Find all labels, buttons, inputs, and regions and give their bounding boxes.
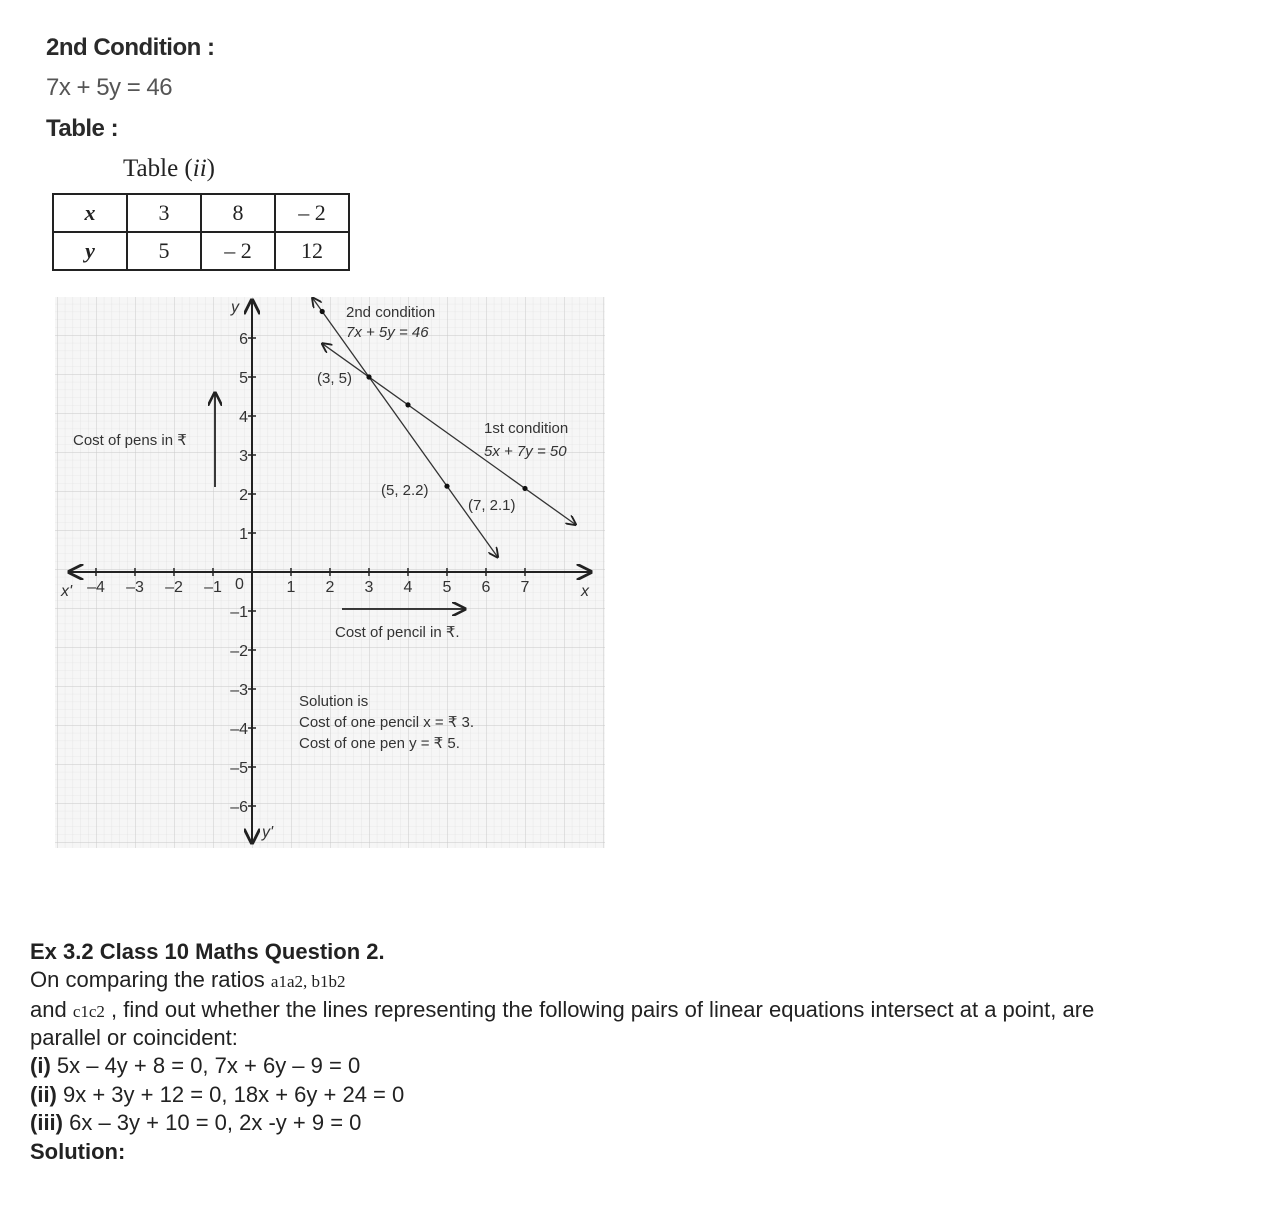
x-tick-label: –4 (87, 579, 105, 596)
line1-equation: 5x + 7y = 50 (484, 443, 567, 460)
condition-heading: 2nd Condition : (46, 34, 215, 61)
question-title: Ex 3.2 Class 10 Maths Question 2. (30, 939, 385, 964)
item-text: 5x – 4y + 8 = 0, 7x + 6y – 9 = 0 (50, 1053, 361, 1078)
item-text: 9x + 3y + 12 = 0, 18x + 6y + 24 = 0 (56, 1082, 405, 1107)
solution-line: Cost of one pen y = ₹ 5. (299, 735, 460, 752)
question-item (30, 1110, 361, 1136)
question-text: On comparing the ratios (30, 967, 271, 992)
x-tick-label: 3 (364, 579, 374, 596)
x-tick-label: 1 (286, 579, 296, 596)
question-line-3: parallel or coincident: (30, 1025, 238, 1050)
table-cell: 5 (127, 232, 201, 270)
y-tick-label: 6 (239, 331, 248, 348)
plot-point (522, 486, 527, 491)
question-text: , find out whether the lines representing the following pairs of linear equations intersect at a point, are (104, 997, 1095, 1022)
y-tick-label: 3 (239, 448, 248, 465)
y-tick-label: 5 (239, 370, 248, 387)
row-label: y (53, 232, 127, 270)
y-caption: Cost of pens in ₹ (73, 432, 187, 449)
line2-equation: 7x + 5y = 46 (346, 324, 429, 341)
table-row-y (53, 232, 349, 270)
x-tick-label: 5 (442, 579, 452, 596)
x-tick-label: 4 (403, 579, 413, 596)
x-tick-label: 6 (481, 579, 491, 596)
point-label: (7, 2.1) (468, 497, 516, 514)
graph-figure (55, 297, 605, 848)
caption-roman: ii (192, 155, 207, 182)
line2-title: 2nd condition (346, 304, 436, 321)
plot-point (444, 484, 449, 489)
table-row-x (53, 194, 349, 232)
y-tick-label: 1 (239, 526, 248, 543)
condition-equation: 7x + 5y = 46 (46, 74, 173, 101)
item-number: (i) (30, 1053, 51, 1078)
question-text: and (30, 997, 73, 1022)
origin-label: 0 (235, 576, 244, 593)
x-tick-label: –3 (126, 579, 144, 596)
solution-line: Cost of one pencil x = ₹ 3. (299, 714, 475, 731)
y-tick-label: –5 (230, 760, 248, 777)
y-tick-label: –6 (230, 799, 248, 816)
x-tick-label: –2 (165, 579, 183, 596)
y-tick-label: –4 (230, 721, 248, 738)
item-text: 6x – 3y + 10 = 0, 2x -y + 9 = 0 (63, 1110, 362, 1135)
y-tick-label: –3 (230, 682, 248, 699)
y-axis-label: y (231, 299, 239, 316)
y-tick-label: 2 (239, 487, 248, 504)
question-line-2 (30, 997, 1094, 1023)
table-cell: – 2 (201, 232, 275, 270)
question-item (30, 1082, 404, 1108)
plot-point (320, 309, 325, 314)
caption-prefix: Table ( (123, 155, 193, 182)
point-label: (3, 5) (317, 370, 353, 387)
table-cell: 12 (275, 232, 349, 270)
point-label: (5, 2.2) (381, 482, 429, 499)
table-cell: 3 (127, 194, 201, 232)
ratio-ab: a1a2, b1b2 (270, 972, 346, 991)
x-tick-label: 2 (325, 579, 335, 596)
values-table (52, 193, 350, 271)
x-tick-label: –1 (204, 579, 222, 596)
item-number: (iii) (30, 1110, 63, 1135)
table-cell: 8 (201, 194, 275, 232)
solution-label: Solution: (30, 1139, 126, 1164)
solution-line: Solution is (299, 693, 369, 710)
row-label: x (53, 194, 127, 232)
table-heading: Table : (46, 115, 119, 142)
x-axis-label: x (581, 583, 589, 600)
ratio-c: c1c2 (72, 1002, 105, 1021)
plot-point (405, 402, 410, 407)
item-number: (ii) (30, 1082, 57, 1107)
plot-point (366, 374, 371, 379)
y-tick-label: –1 (230, 604, 248, 621)
x-caption: Cost of pencil in ₹. (335, 624, 460, 641)
y-axis-neg-label: y' (262, 824, 274, 841)
y-tick-label: 4 (239, 409, 248, 426)
caption-suffix: ) (206, 155, 215, 182)
y-tick-label: –2 (230, 643, 248, 660)
table-cell: – 2 (275, 194, 349, 232)
table-caption (123, 155, 215, 183)
x-axis-neg-label: x' (61, 583, 73, 600)
question-line-1 (30, 967, 346, 993)
line1-title: 1st condition (484, 420, 569, 437)
question-item (30, 1053, 360, 1079)
x-tick-label: 7 (520, 579, 530, 596)
